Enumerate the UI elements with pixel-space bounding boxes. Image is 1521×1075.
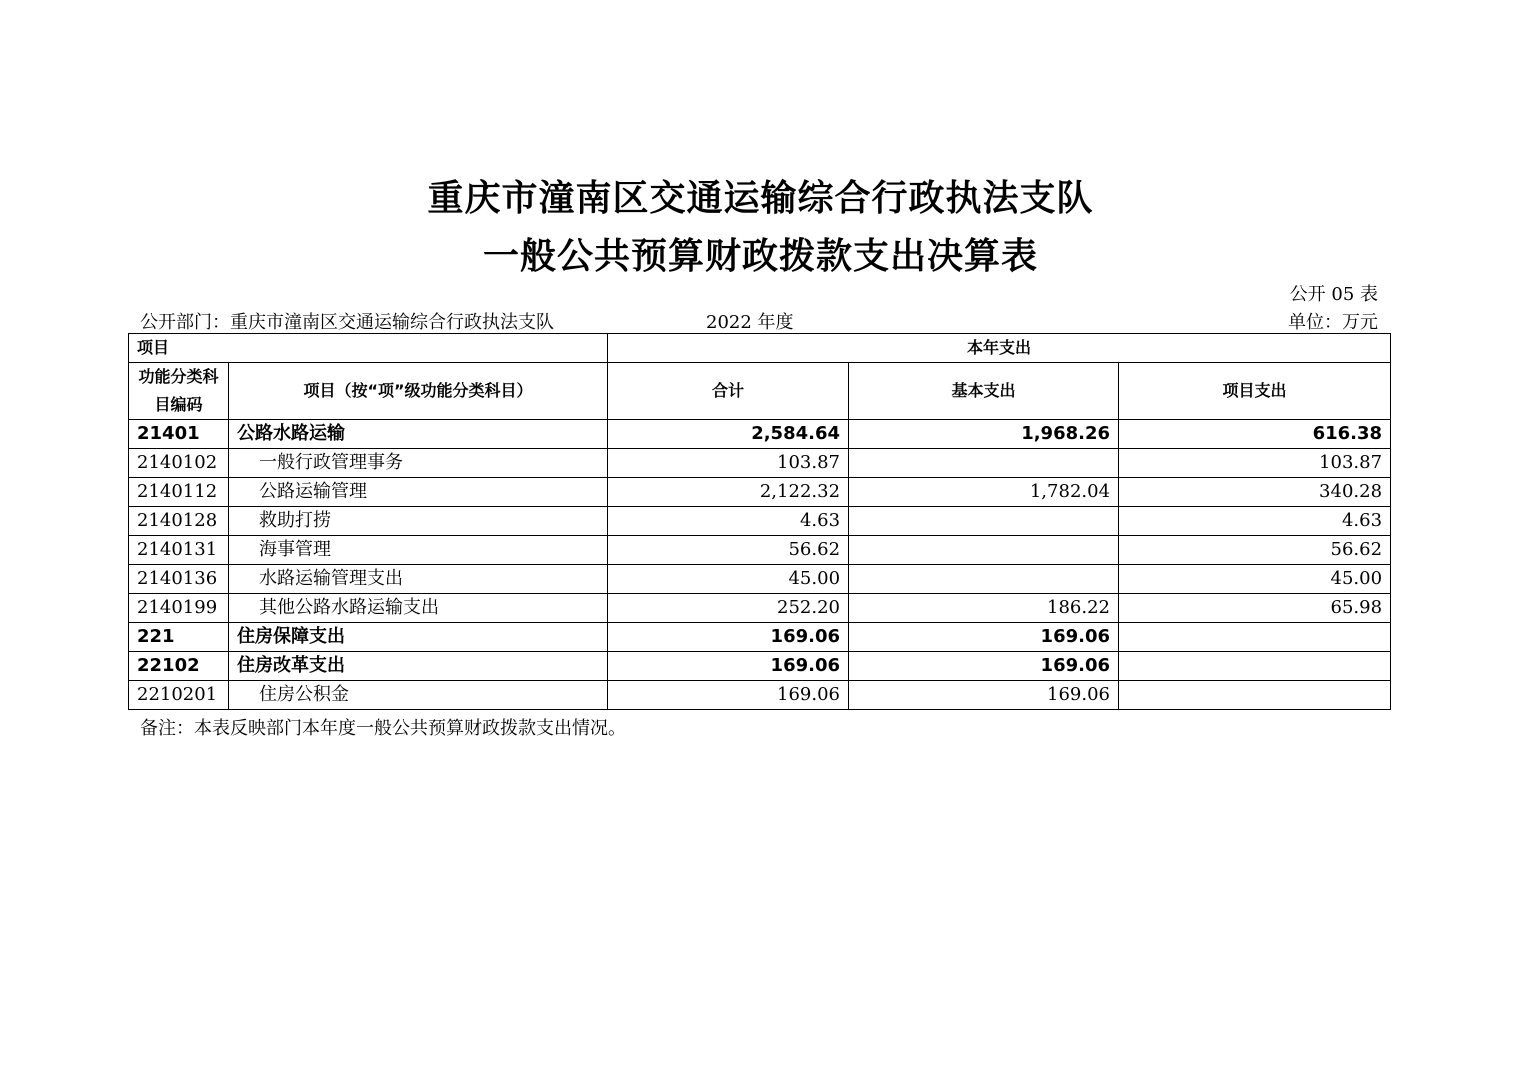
- header-name: 项目（按“项”级功能分类科目）: [229, 363, 608, 420]
- cell-project: 340.28: [1119, 478, 1391, 507]
- cell-name: 海事管理: [229, 536, 608, 565]
- cell-basic: [849, 449, 1119, 478]
- cell-code: 2210201: [129, 681, 229, 710]
- cell-total: 169.06: [608, 652, 849, 681]
- table-row: [129, 507, 1391, 536]
- cell-basic: 169.06: [849, 623, 1119, 652]
- table-row: [129, 623, 1391, 652]
- cell-name: 救助打捞: [229, 507, 608, 536]
- report-title-line1: 重庆市潼南区交通运输综合行政执法支队: [427, 178, 1094, 219]
- cell-code: 22102: [129, 652, 229, 681]
- cell-project: [1119, 652, 1391, 681]
- cell-total: 103.87: [608, 449, 849, 478]
- table-row: [129, 652, 1391, 681]
- header-current-year: 本年支出: [608, 334, 1391, 363]
- cell-basic: 1,782.04: [849, 478, 1119, 507]
- cell-name: 公路水路运输: [229, 420, 608, 449]
- table-row: [129, 681, 1391, 710]
- cell-code: 2140128: [129, 507, 229, 536]
- cell-basic: 169.06: [849, 681, 1119, 710]
- table-row: [129, 478, 1391, 507]
- table-row: [129, 565, 1391, 594]
- cell-project: [1119, 681, 1391, 710]
- cell-code: 2140136: [129, 565, 229, 594]
- table-row: [129, 536, 1391, 565]
- cell-project: [1119, 623, 1391, 652]
- cell-name: 住房公积金: [229, 681, 608, 710]
- cell-project: 4.63: [1119, 507, 1391, 536]
- cell-project: 616.38: [1119, 420, 1391, 449]
- unit-label: 单位：万元: [1288, 312, 1378, 333]
- cell-basic: 186.22: [849, 594, 1119, 623]
- cell-name: 公路运输管理: [229, 478, 608, 507]
- footnote: 备注：本表反映部门本年度一般公共预算财政拨款支出情况。: [140, 718, 626, 739]
- cell-code: 2140131: [129, 536, 229, 565]
- cell-project: 56.62: [1119, 536, 1391, 565]
- table-row: [129, 594, 1391, 623]
- cell-basic: [849, 536, 1119, 565]
- header-basic: 基本支出: [849, 363, 1119, 420]
- cell-name: 一般行政管理事务: [229, 449, 608, 478]
- cell-total: 2,584.64: [608, 420, 849, 449]
- expenditure-table: [128, 333, 1391, 710]
- cell-code: 221: [129, 623, 229, 652]
- cell-total: 169.06: [608, 623, 849, 652]
- header-project: 项目支出: [1119, 363, 1391, 420]
- header-total: 合计: [608, 363, 849, 420]
- cell-name: 水路运输管理支出: [229, 565, 608, 594]
- department-label: 公开部门：重庆市潼南区交通运输综合行政执法支队: [140, 312, 554, 333]
- cell-project: 45.00: [1119, 565, 1391, 594]
- cell-project: 103.87: [1119, 449, 1391, 478]
- cell-code: 21401: [129, 420, 229, 449]
- header-code: 功能分类科目编码: [129, 363, 229, 420]
- cell-name: 住房保障支出: [229, 623, 608, 652]
- cell-name: 其他公路水路运输支出: [229, 594, 608, 623]
- cell-total: 4.63: [608, 507, 849, 536]
- cell-total: 45.00: [608, 565, 849, 594]
- cell-basic: 1,968.26: [849, 420, 1119, 449]
- table-row: [129, 449, 1391, 478]
- cell-project: 65.98: [1119, 594, 1391, 623]
- cell-total: 169.06: [608, 681, 849, 710]
- fiscal-year: 2022 年度: [706, 312, 794, 333]
- cell-basic: [849, 507, 1119, 536]
- cell-name: 住房改革支出: [229, 652, 608, 681]
- form-number: 公开 05 表: [1289, 284, 1378, 305]
- cell-code: 2140112: [129, 478, 229, 507]
- cell-code: 2140102: [129, 449, 229, 478]
- cell-total: 252.20: [608, 594, 849, 623]
- header-item: 项目: [129, 334, 608, 363]
- cell-code: 2140199: [129, 594, 229, 623]
- report-title-line2: 一般公共预算财政拨款支出决算表: [482, 236, 1038, 277]
- table-row: [129, 420, 1391, 449]
- cell-total: 56.62: [608, 536, 849, 565]
- cell-total: 2,122.32: [608, 478, 849, 507]
- cell-basic: 169.06: [849, 652, 1119, 681]
- cell-basic: [849, 565, 1119, 594]
